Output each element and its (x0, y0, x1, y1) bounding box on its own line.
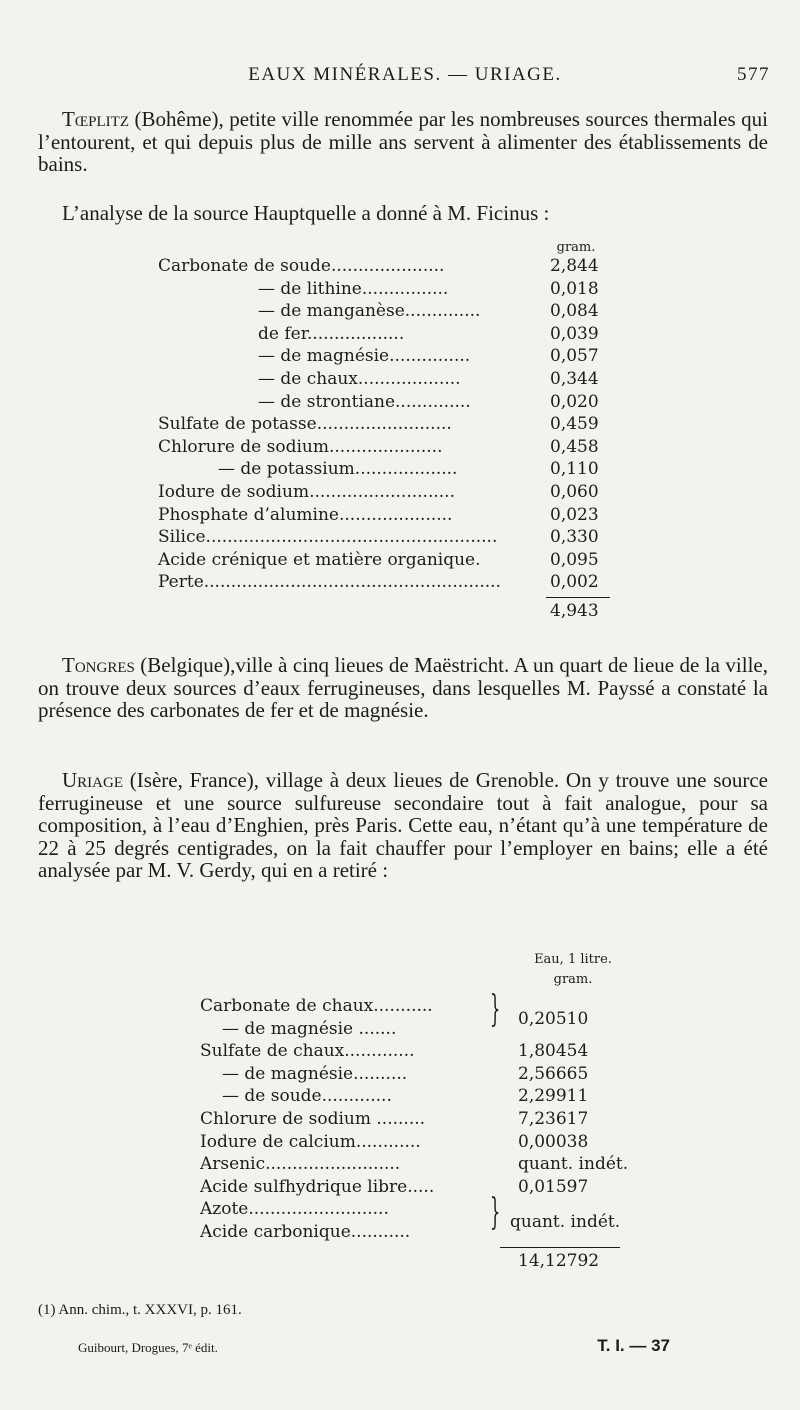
component-value: 0,002 (550, 572, 599, 593)
table-row (158, 527, 618, 549)
total-value: 14,12792 (518, 1250, 600, 1271)
component-value: 0,084 (550, 301, 599, 322)
table-row (158, 301, 618, 323)
running-header (40, 64, 770, 94)
component-name: Perte....................................................... (158, 572, 501, 593)
component-name: Azote.......................... (200, 1199, 389, 1220)
component-value: 2,56665 (518, 1063, 589, 1084)
analysis-table-toeplitz (158, 230, 618, 660)
signature-mark: T. I. — 37 (597, 1336, 670, 1355)
table-row (200, 1041, 660, 1063)
footnote: (1) Ann. chim., t. XXXVI, p. 161. (38, 1302, 242, 1318)
sum-rule (546, 597, 610, 598)
component-value: 0,330 (550, 527, 599, 548)
table-row (158, 324, 618, 346)
paragraph-uriage-text: (Isère, France), village à deux lieues de Grenoble. On y trouve une source ferrugineuse et une source sulfureuse secondaire tout à fait analogue, pour sa composition, à l’eau d’Enghien, près Paris. Cette eau, n’étant qu’à une température de 22 à 25 degrés centigrades, on la fait chauffer pour l’employer en bains; elle a été analysée par M. V. Gerdy, qui en a retiré : (38, 768, 768, 883)
table-row (158, 459, 618, 481)
unit-header: gram. (553, 972, 593, 987)
place-name-tongres: Tongres (62, 653, 135, 677)
table-row (200, 1177, 660, 1199)
page-number: 577 (737, 64, 770, 85)
table-row (158, 482, 618, 504)
component-value: 1,80454 (518, 1041, 589, 1062)
component-value: 0,00038 (518, 1131, 589, 1152)
paragraph-analysis-intro: L’analyse de la source Hauptquelle a donné à M. Ficinus : (62, 201, 550, 225)
table-row (200, 1212, 660, 1244)
component-value: 7,23617 (518, 1109, 589, 1129)
printer-footer: Guibourt, Drogues, 7ᵉ édit. (78, 1340, 218, 1355)
component-name: Chlorure de sodium ......... (200, 1109, 426, 1129)
component-name: Arsenic......................... (200, 1154, 401, 1175)
analysis-table-uriage (200, 952, 660, 1292)
component-name: — de potassium................... (218, 459, 458, 480)
component-name: — de lithine................ (258, 278, 449, 299)
component-value: 0,01597 (518, 1176, 589, 1197)
place-name-toeplitz: Tœplitz (62, 107, 129, 131)
table-row (158, 369, 618, 391)
component-name: Iodure de sodium........................... (158, 482, 455, 502)
table-row (158, 414, 618, 436)
table-row (200, 996, 660, 1018)
component-value: 2,29911 (518, 1086, 589, 1107)
component-value: 0,458 (550, 436, 599, 457)
component-name: — de magnésie.......... (222, 1063, 408, 1084)
component-value: 0,023 (550, 504, 599, 525)
table-row (200, 1086, 660, 1108)
water-volume-header: Eau, 1 litre. (534, 952, 612, 967)
component-name: Carbonate de soude..................... (158, 256, 445, 276)
table-row (158, 392, 618, 414)
table-row (200, 1008, 660, 1041)
component-value: 0,060 (550, 482, 599, 502)
paragraph-toeplitz (38, 108, 768, 176)
component-name: Sulfate de chaux............. (200, 1041, 415, 1062)
total-value: 4,943 (550, 601, 599, 621)
paragraph-tongres-text: (Belgique),ville à cinq lieues de Maëstricht. A un quart de lieue de la ville, on trouve deux sources d’eaux ferrugineuses, dans lesquelles M. Payssé a constaté la présence des carbonates de fer et de magnésie. (38, 653, 768, 723)
component-value: 0,095 (550, 549, 599, 570)
component-value: 0,020 (550, 391, 599, 412)
component-value: 0,018 (550, 278, 599, 299)
component-name: — de manganèse.............. (258, 301, 481, 322)
unit-header: gram. (556, 240, 596, 255)
place-name-uriage: Uriage (62, 768, 123, 792)
component-value: quant. indét. (510, 1212, 621, 1232)
table-row (158, 256, 618, 278)
component-name: Acide carbonique........... (200, 1222, 411, 1242)
table-row (158, 279, 618, 301)
component-value: 0,459 (550, 414, 599, 435)
table-row (158, 505, 618, 527)
component-value: quant. indét. (518, 1154, 629, 1175)
component-value: 0,20510 (518, 1008, 589, 1029)
sum-rule (500, 1247, 620, 1248)
paragraph-uriage (38, 769, 768, 882)
component-name: Acide sulfhydrique libre..... (200, 1176, 435, 1197)
component-name: de fer.................. (258, 323, 405, 344)
component-value: 0,344 (550, 369, 599, 389)
component-name: — de strontiane.............. (258, 391, 471, 412)
table-row (158, 572, 618, 594)
brace-mark: } (490, 989, 501, 1030)
component-name: Silice...................................................... (158, 527, 498, 548)
component-name: — de soude............. (222, 1086, 392, 1107)
brace-mark: } (490, 1192, 501, 1234)
component-name: — de chaux................... (258, 369, 461, 389)
component-value: 0,110 (550, 459, 599, 480)
table-row (158, 437, 618, 459)
component-value: 0,039 (550, 323, 599, 344)
component-name: Chlorure de sodium..................... (158, 436, 443, 457)
component-name: Sulfate de potasse......................... (158, 414, 452, 435)
component-value: 0,057 (550, 346, 599, 367)
table-row (158, 550, 618, 572)
component-name: Iodure de calcium............ (200, 1131, 421, 1152)
component-name: — de magnésie ....... (222, 1018, 397, 1039)
table-row (200, 1132, 660, 1154)
component-name: — de magnésie............... (258, 346, 471, 367)
table-row (200, 1064, 660, 1086)
component-name: Acide crénique et matière organique. (158, 549, 481, 570)
component-value: 2,844 (550, 256, 599, 276)
table-row (158, 346, 618, 368)
table-row (200, 1154, 660, 1176)
component-name: Phosphate d’alumine..................... (158, 504, 453, 525)
component-name: Carbonate de chaux........... (200, 996, 433, 1016)
paragraph-tongres (38, 654, 768, 722)
header-title: EAUX MINÉRALES. — URIAGE. (248, 64, 562, 85)
paragraph-toeplitz-text: (Bohême), petite ville renommée par les nombreuses sources thermales qui l’entourent, et qui depuis plus de mille ans servent à alimenter des établissements de bains. (38, 107, 768, 177)
table-row (200, 1109, 660, 1131)
